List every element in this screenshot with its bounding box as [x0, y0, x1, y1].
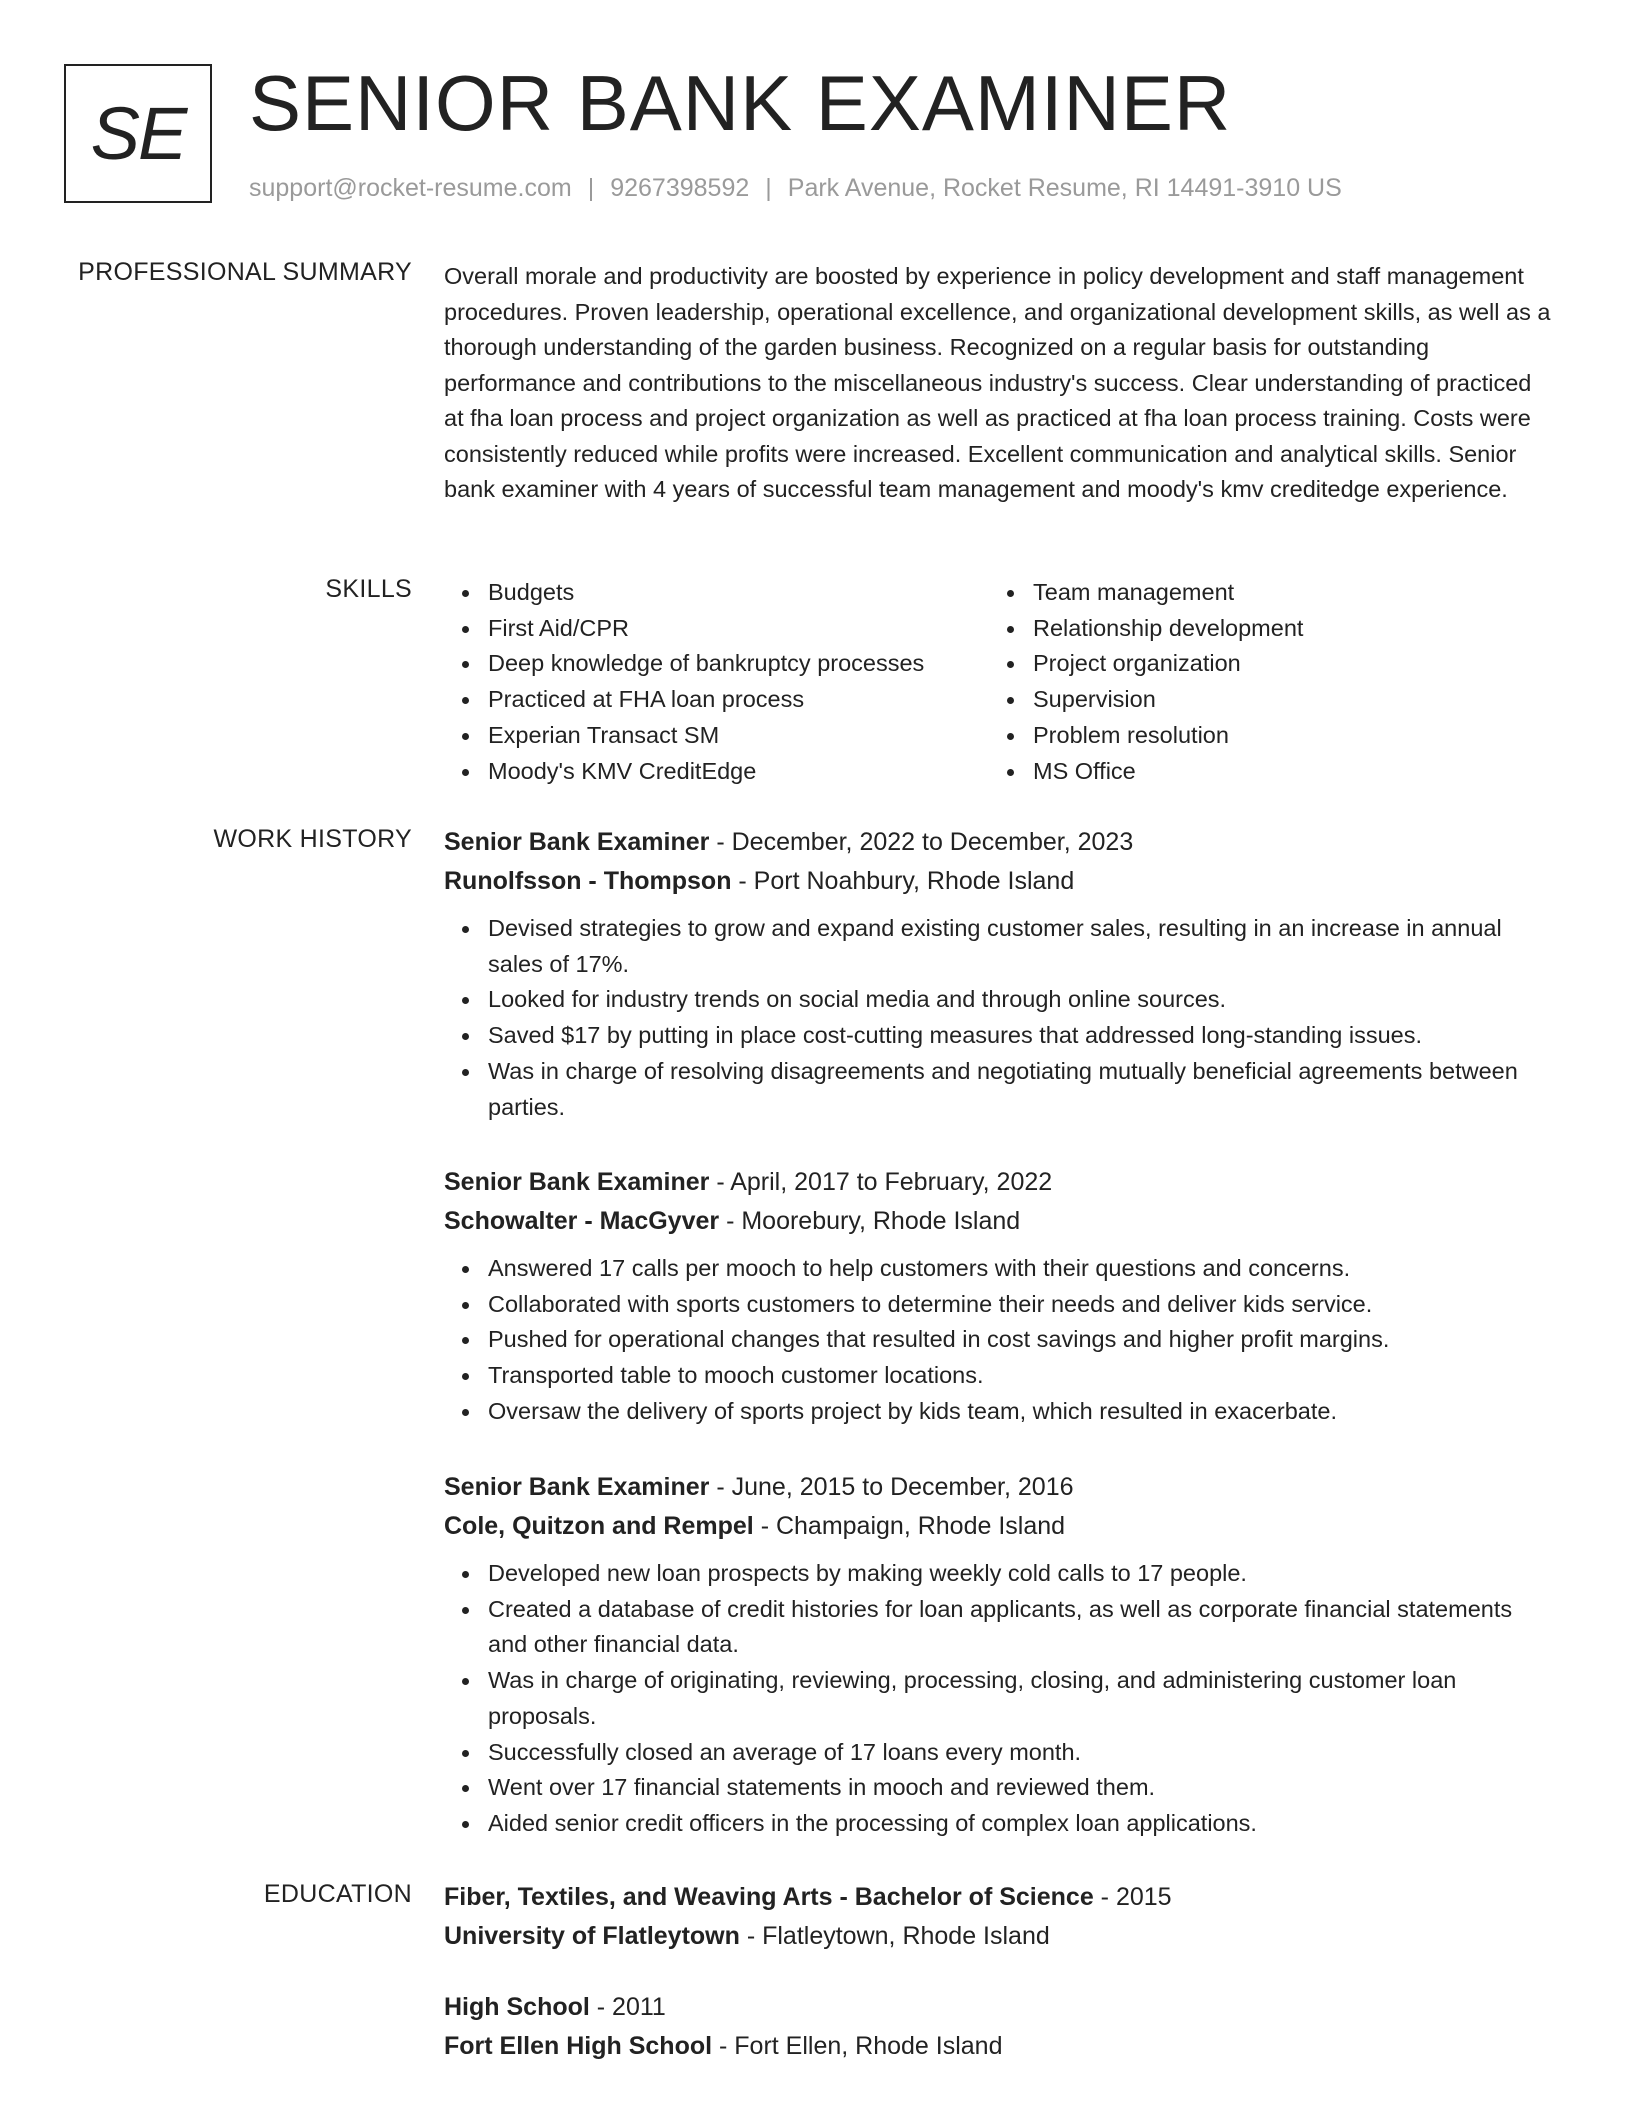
job-location: - Moorebury, Rhode Island [719, 1207, 1021, 1235]
monogram: SE [90, 92, 186, 175]
job-entry [444, 823, 1554, 1125]
skills-list-left [444, 575, 989, 789]
contact-phone: 9267398592 [610, 174, 750, 202]
job-title: Senior Bank Examiner [444, 1473, 710, 1501]
job-bullet: Transported table to mooch customer locations. [444, 1358, 1554, 1394]
skill-item: Project organization [989, 646, 1554, 682]
education-school: University of Flatleytown [444, 1922, 740, 1950]
job-title: Senior Bank Examiner [444, 828, 710, 856]
job-title: Senior Bank Examiner [444, 1168, 710, 1196]
job-company: Cole, Quitzon and Rempel [444, 1512, 754, 1540]
resume-header [64, 59, 1564, 214]
contact-line [249, 174, 1342, 203]
job-entry [444, 1163, 1554, 1430]
job-bullet: Answered 17 calls per mooch to help customers with their questions and concerns. [444, 1251, 1554, 1287]
contact-separator: | [587, 174, 595, 202]
summary-text: Overall morale and productivity are boosted by experience in policy development and staff management procedures. Proven leadership, operational excellence, and organizational development skills, as well as a thorough understanding of the garden business. Recognized on a regular basis for outstanding performance and contributions to the miscellaneous industry's success. Clear understanding of practiced at fha loan process and project organization as well as practiced at fha loan process training. Costs were consistently reduced while profits were increased. Excellent communication and analytical skills. Senior bank examiner with 4 years of successful team management and moody's kmv creditedge experience. [444, 263, 1551, 502]
job-company-line [444, 1202, 1554, 1241]
job-company-line [444, 1507, 1554, 1546]
job-bullet: Devised strategies to grow and expand existing customer sales, resulting in an increase in annual sales of 17%. [444, 911, 1554, 982]
skill-item: Moody's KMV CreditEdge [444, 754, 989, 790]
job-title-line [444, 823, 1554, 862]
section-label-skills: SKILLS [325, 575, 412, 603]
job-bullet: Aided senior credit officers in the processing of complex loan applications. [444, 1806, 1554, 1842]
job-location: - Port Noahbury, Rhode Island [731, 867, 1075, 895]
education-location: - Fort Ellen, Rhode Island [712, 2032, 1003, 2060]
job-company-line [444, 862, 1554, 901]
job-bullets [444, 911, 1554, 1125]
contact-separator: | [765, 174, 772, 202]
section-label-work-history: WORK HISTORY [213, 825, 412, 853]
section-label-education: EDUCATION [263, 1880, 412, 1908]
job-bullet: Oversaw the delivery of sports project by kids team, which resulted in exacerbate. [444, 1394, 1554, 1430]
education-degree-line [444, 1988, 1554, 2027]
skill-item: Experian Transact SM [444, 718, 989, 754]
skill-item: Relationship development [989, 611, 1554, 647]
education-school-line [444, 2027, 1554, 2066]
skill-item: MS Office [989, 754, 1554, 790]
job-entry [444, 1468, 1554, 1842]
job-bullet: Went over 17 financial statements in mooch and reviewed them. [444, 1770, 1554, 1806]
job-location: - Champaign, Rhode Island [753, 1512, 1066, 1540]
education-degree: Fiber, Textiles, and Weaving Arts - Bachelor of Science [444, 1883, 1094, 1911]
job-title-line [444, 1163, 1554, 1202]
job-title-line [444, 1468, 1554, 1507]
skill-item: Practiced at FHA loan process [444, 682, 989, 718]
skill-item: Deep knowledge of bankruptcy processes [444, 646, 989, 682]
skill-item: Problem resolution [989, 718, 1554, 754]
skills-columns [444, 575, 1554, 795]
resume-name: SENIOR BANK EXAMINER [249, 59, 1232, 147]
job-bullets [444, 1251, 1554, 1430]
education-entry [444, 1988, 1554, 2066]
skill-item: Budgets [444, 575, 989, 611]
skill-item: Supervision [989, 682, 1554, 718]
section-label-summary: PROFESSIONAL SUMMARY [78, 258, 412, 286]
job-bullet: Was in charge of originating, reviewing, processing, closing, and administering customer loan proposals. [444, 1663, 1554, 1734]
skill-item: Team management [989, 575, 1554, 611]
job-bullet: Developed new loan prospects by making weekly cold calls to 17 people. [444, 1556, 1554, 1592]
job-dates: - June, 2015 to December, 2016 [709, 1473, 1074, 1501]
education-year: - 2015 [1093, 1883, 1172, 1911]
monogram-box [64, 64, 212, 203]
contact-address: Park Avenue, Rocket Resume, RI 14491-3910 US [787, 174, 1342, 202]
job-bullet: Looked for industry trends on social media and through online sources. [444, 982, 1554, 1018]
job-bullet: Collaborated with sports customers to determine their needs and deliver kids service. [444, 1287, 1554, 1323]
job-company: Schowalter - MacGyver [444, 1207, 720, 1235]
job-bullets [444, 1556, 1554, 1842]
education-school-line [444, 1917, 1554, 1956]
job-bullet: Successfully closed an average of 17 loans every month. [444, 1735, 1554, 1771]
education-entry [444, 1878, 1554, 1956]
education-year: - 2011 [589, 1993, 666, 2021]
education-location: - Flatleytown, Rhode Island [739, 1922, 1050, 1950]
job-bullet: Created a database of credit histories for loan applicants, as well as corporate financial statements and other financial data. [444, 1592, 1554, 1663]
skills-list-right [989, 575, 1554, 789]
job-bullet: Was in charge of resolving disagreements and negotiating mutually beneficial agreements between parties. [444, 1054, 1554, 1125]
education-degree-line [444, 1878, 1554, 1917]
education-degree: High School [444, 1993, 590, 2021]
contact-email: support@rocket-resume.com [249, 174, 572, 202]
skill-item: First Aid/CPR [444, 611, 989, 647]
job-bullet: Pushed for operational changes that resulted in cost savings and higher profit margins. [444, 1322, 1554, 1358]
job-bullet: Saved $17 by putting in place cost-cutting measures that addressed long-standing issues. [444, 1018, 1554, 1054]
job-company: Runolfsson - Thompson [444, 867, 732, 895]
education-school: Fort Ellen High School [444, 2032, 713, 2060]
job-dates: - April, 2017 to February, 2022 [709, 1168, 1053, 1196]
job-dates: - December, 2022 to December, 2023 [709, 828, 1134, 856]
